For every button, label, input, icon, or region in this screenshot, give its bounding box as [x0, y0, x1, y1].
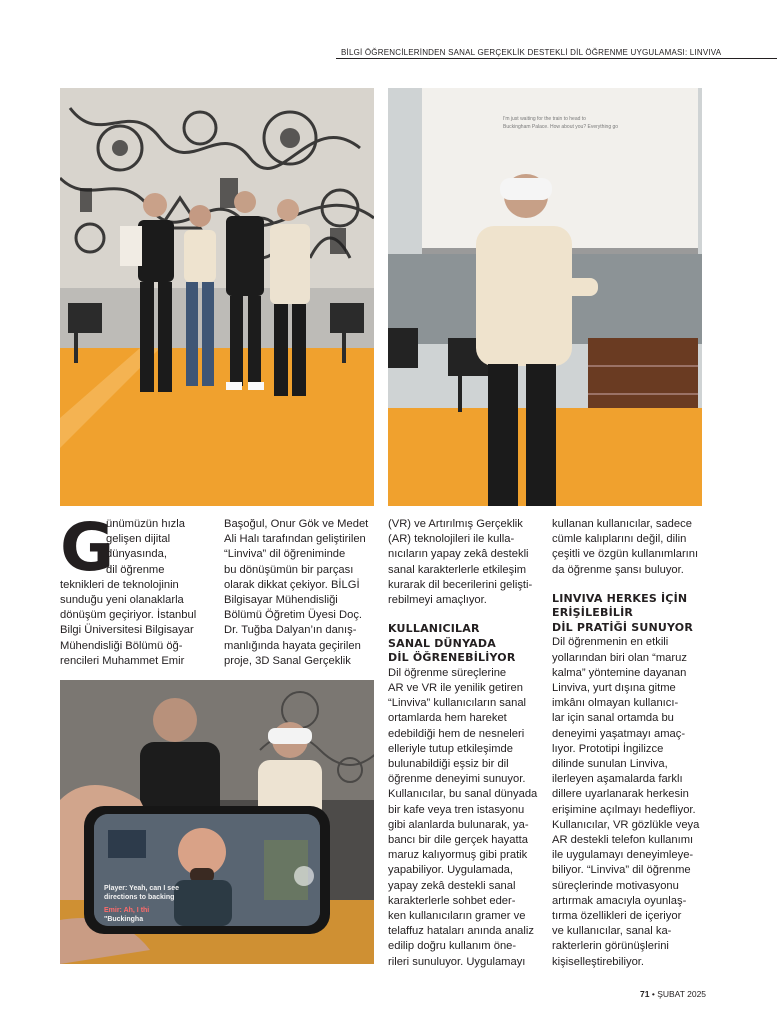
text-line: ilerleyen aşamalarda farklı	[552, 773, 683, 786]
text-line: artırmak amacıyla oyunlaş-	[552, 894, 687, 907]
issue-date: ŞUBAT 2025	[657, 989, 707, 999]
text-line: nıcıların yapay zekâ destekli	[388, 548, 529, 561]
text-line: Dil öğrenme süreçlerine	[388, 666, 507, 679]
text-line: manlığında hayata geçirilen	[224, 639, 361, 652]
phone-ar-photo	[60, 680, 374, 964]
text-line: edilip doğru kullanım öne-	[388, 940, 517, 953]
text-line: dünyasında,	[106, 548, 167, 561]
text-line: Bölümü Öğretim Üyesi Doç.	[224, 609, 363, 622]
text-line: kişiselleştirebiliyor.	[552, 955, 645, 968]
text-line: öğrenme deneyimi sunuyor.	[388, 773, 526, 786]
text-line: dönüşüm geçiriyor. İstanbul	[60, 609, 197, 622]
text-line: bu dönüşümün bir parçası	[224, 563, 354, 576]
text-line: bulunabildiği eşsiz bir dil	[388, 757, 509, 770]
text-line: ile uygulamayı deneyimleye-	[552, 849, 694, 862]
text-line: rileri sunuluyor. Uygulamayı	[388, 955, 526, 968]
vr-headset-photo	[388, 88, 702, 506]
subheading-line: ERİŞİLEBİLİR	[552, 606, 634, 620]
text-line: teknikleri de teknolojinin	[60, 578, 179, 591]
text-line: proje, 3D Sanal Gerçeklik	[224, 654, 351, 667]
text-line: Dil öğrenmenin en etkili	[552, 636, 669, 649]
subheading-line: KULLANICILAR	[388, 622, 480, 636]
text-line: telaffuz hataları anında analiz	[388, 925, 534, 938]
screen-text-1: I'm just waiting for the train to head to	[503, 116, 586, 122]
text-line: “Linviva” dil öğreniminde	[224, 548, 346, 561]
text-line: Kullanıcılar, bu sanal dünyada	[388, 788, 538, 801]
subheading-line: DİL PRATİĞİ SUNUYOR	[552, 620, 693, 634]
subheading-line: DİL ÖĞRENEBİLİYOR	[388, 651, 516, 665]
team-photo	[60, 88, 374, 506]
phone-subtitle-1: Player: Yeah, can I see	[104, 885, 179, 892]
text-line: gibi alanlarda bulunarak, ya-	[388, 818, 529, 831]
text-line: dil öğrenme	[106, 563, 165, 576]
text-line: gelişen dijital	[106, 533, 171, 546]
text-line: ve kullanıcılar, sanal ka-	[552, 925, 672, 938]
text-line: dilinde sunulan Linviva,	[552, 757, 668, 770]
text-line: ken kullanıcıların gramer ve	[388, 909, 526, 922]
text-line: deneyimi yaşatmayı amaç-	[552, 727, 686, 740]
text-line: olarak dikkat çekiyor. BİLGİ	[224, 578, 360, 591]
page-number: 71	[640, 989, 650, 999]
column-4	[552, 517, 702, 970]
text-line: elleriyle tutup etkileşimde	[388, 742, 513, 755]
text-line: yapabiliyor. Uygulamada,	[388, 864, 513, 877]
running-title: BİLGİ ÖĞRENCİLERİNDEN SANAL GERÇEKLİK DESTEKLİ DİL ÖĞRENME UYGULAMASI: LINVIVA	[341, 48, 722, 57]
text-line: dillere uyarlanarak herkesin	[552, 788, 689, 801]
text-line: Ali Halı tarafından geliştirilen	[224, 533, 366, 546]
text-line: Kullanıcılar, VR gözlükle veya	[552, 818, 700, 831]
text-line: rebilmeyi amaçlıyor.	[388, 594, 487, 607]
phone-subtitle-4: "Buckingha	[104, 916, 144, 923]
text-line: kurarak dil becerilerini gelişti-	[388, 578, 533, 591]
text-line: Bilgi Üniversitesi Bilgisayar	[60, 624, 194, 637]
subheading-line: LINVIVA HERKES İÇİN	[552, 591, 688, 605]
header-rule	[336, 58, 777, 59]
column-1	[60, 509, 210, 669]
text-line: Bilgisayar Mühendisliği	[224, 594, 338, 607]
text-line: bir kafe veya tren istasyonu	[388, 803, 525, 816]
text-line: (VR) ve Artırılmış Gerçeklik	[388, 518, 523, 530]
text-line: biliyor. “Linviva” dil öğrenme	[552, 864, 691, 877]
text-line: da öğrenme şansı buluyor.	[552, 563, 684, 576]
text-line: cümle kalıplarını değil, dilin	[552, 533, 687, 546]
phone-subtitle-2: directions to backing	[104, 894, 175, 901]
text-line: (AR) teknolojileri ile kulla-	[388, 533, 515, 546]
text-line: çeşitli ve özgün kullanımlarını	[552, 548, 699, 561]
text-line: ortamlarda hem hareket	[388, 712, 507, 725]
text-line: edebildiği hem de nesneleri	[388, 727, 525, 740]
text-line: maruz kalıyormuş gibi pratik	[388, 849, 528, 862]
subheading-line: SANAL DÜNYADA	[388, 636, 496, 650]
text-line: Dr. Tuğba Dalyan’ın danış-	[224, 624, 357, 637]
text-line: erişimine açılmayı hedefliyor.	[552, 803, 696, 816]
column-3	[388, 517, 538, 970]
text-line: imkânı olmayan kullanıcı-	[552, 697, 679, 710]
text-line: sanal karakterlerle etkileşim	[388, 563, 527, 576]
drop-cap: G	[60, 509, 115, 586]
text-line: lıyor. Prototipi İngilizce	[552, 742, 664, 755]
text-line: ünümüzün hızla	[106, 518, 185, 530]
text-line: süreçlerinde motivasyonu	[552, 879, 679, 892]
text-line: bancı bir dile gerçek hayatta	[388, 833, 528, 846]
text-line: kullanan kullanıcılar, sadece	[552, 518, 692, 530]
text-line: rakterlerin görünüşlerini	[552, 940, 669, 953]
text-line: “Linviva” kullanıcıların sanal	[388, 697, 527, 710]
phone-subtitle-3: Emir: Ah, I thi	[104, 907, 150, 914]
text-line: lar için sanal ortamda bu	[552, 712, 674, 725]
column-2	[224, 517, 374, 669]
text-line: AR destekli telefon kullanımı	[552, 833, 694, 846]
text-line: karakterlerle sohbet eder-	[388, 894, 516, 907]
footer-separator: •	[651, 989, 655, 999]
text-line: yapay zekâ destekli sanal	[388, 879, 516, 892]
text-line: kalma” yöntemine dayanan	[552, 666, 687, 679]
text-line: yollarından biri olan “maruz	[552, 651, 687, 664]
text-line: sunduğu yeni olanaklarla	[60, 594, 184, 607]
text-line: Başoğul, Onur Gök ve Medet	[224, 518, 369, 530]
text-line: rencileri Muhammet Emir	[60, 654, 185, 667]
text-line: tırma özellikleri de içeriyor	[552, 909, 682, 922]
text-line: AR ve VR ile yenilik getiren	[388, 681, 523, 694]
text-line: Linviva, yurt dışına gitme	[552, 681, 676, 694]
text-line: Mühendisliği Bölümü öğ-	[60, 639, 183, 652]
screen-text-2: Buckingham Palace. How about you? Everything go	[503, 124, 619, 130]
page-footer	[640, 989, 706, 999]
